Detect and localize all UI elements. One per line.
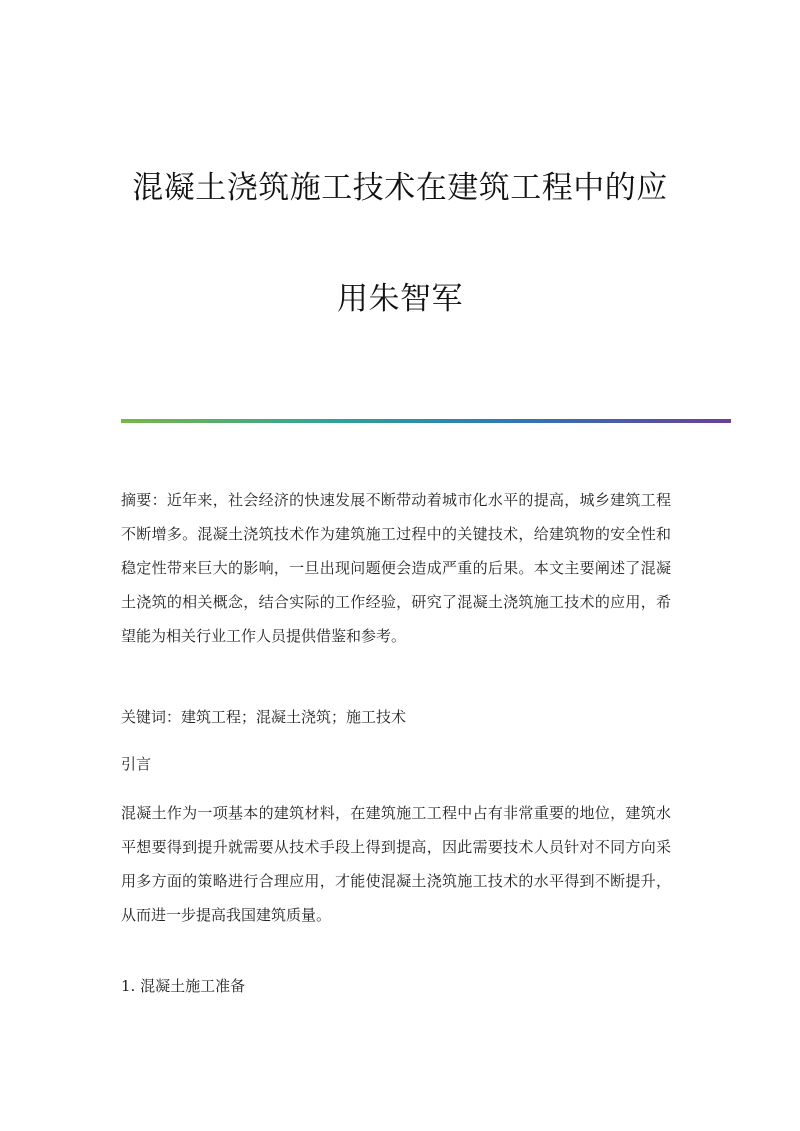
abstract-label: 摘要： <box>121 491 167 509</box>
abstract-paragraph <box>121 483 671 653</box>
keywords-line <box>121 700 671 734</box>
section-1-heading: 1. 混凝土施工准备 <box>121 977 246 995</box>
title-divider <box>121 419 731 423</box>
document-title-line-1: 混凝土浇筑施工技术在建筑工程中的应 <box>132 170 668 206</box>
keywords-label: 关键词： <box>121 708 182 726</box>
intro-paragraph: 混凝土作为一项基本的建筑材料，在建筑施工工程中占有非常重要的地位，建筑水平想要得到提升就需要从技术手段上得到提高，因此需要技术人员针对不同方向采用多方面的策略进行合理应用，才能使混凝土浇筑施工技术的水平得到不断提升，从而进一步提高我国建筑质量。 <box>121 804 671 924</box>
document-title-line-2: 用朱智军 <box>337 281 463 317</box>
keywords-text: 建筑工程；混凝土浇筑；施工技术 <box>181 708 407 726</box>
abstract-text: 近年来，社会经济的快速发展不断带动着城市化水平的提高，城乡建筑工程不断增多。混凝土浇筑技术作为建筑施工过程中的关键技术，给建筑物的安全性和稳定性带来巨大的影响，一旦出现问题便会造成严重的后果。本文主要阐述了混凝土浇筑的相关概念，结合实际的工作经验，研究了混凝土浇筑施工技术的应用，希望能为相关行业工作人员提供借鉴和参考。 <box>121 491 671 645</box>
intro-heading: 引言 <box>121 755 152 773</box>
